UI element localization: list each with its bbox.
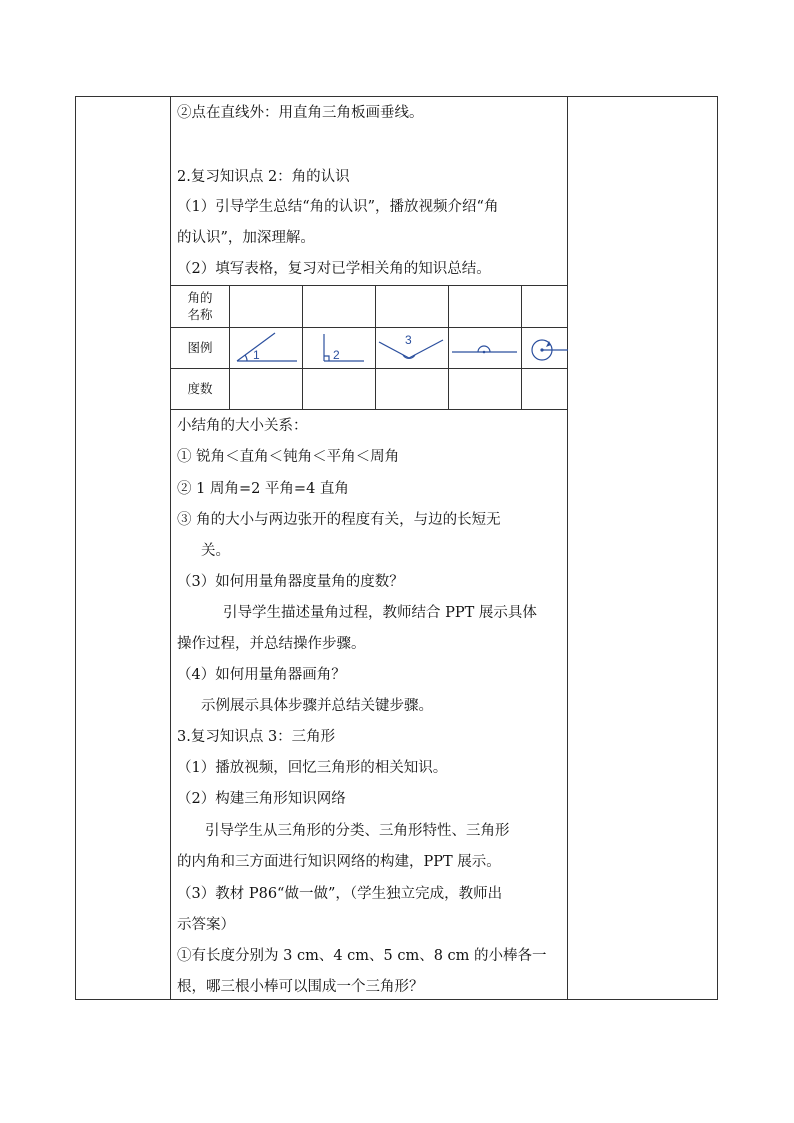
text-line: （3）如何用量角器度量角的度数？: [177, 574, 404, 590]
row-header-figure: 图例: [187, 340, 213, 355]
round-angle-figure: [522, 328, 568, 368]
row-header-line: 角的: [187, 290, 213, 305]
right-angle-figure: [304, 328, 374, 368]
text-line: 的认识”，加深理解。: [177, 230, 315, 246]
text-line: 根，哪三根小棒可以围成一个三角形？: [177, 979, 424, 995]
row-header-line: 名称: [187, 307, 213, 322]
text-line: 示答案）: [177, 917, 235, 933]
text-line: （4）如何用量角器画角？: [177, 667, 346, 683]
row-header-angle-name: [171, 289, 229, 323]
text-line: （2）填写表格，复习对已学相关角的知识总结。: [177, 261, 491, 277]
text-line: 的内角和三方面进行知识网络的构建，PPT 展示。: [177, 854, 501, 870]
row-header-degree: 度数: [187, 381, 213, 396]
text-line: （1）播放视频，回忆三角形的相关知识。: [177, 760, 448, 776]
text-line: ② 1 周角=2 平角=4 直角: [177, 481, 349, 497]
text-line: ①有长度分别为 3 cm、4 cm、5 cm、8 cm 的小棒各一: [177, 948, 547, 964]
straight-angle-figure: [449, 328, 521, 368]
text-line: ②点在直线外：用直角三角板画垂线。: [177, 105, 424, 121]
lesson-content-cell: [171, 97, 568, 999]
angle-summary-table: [171, 285, 568, 409]
text-line: 引导学生描述量角过程，教师结合 PPT 展示具体: [223, 605, 537, 621]
obtuse-angle-label: 3: [405, 333, 412, 347]
text-line: （1）引导学生总结“角的认识”，播放视频介绍“角: [177, 199, 499, 215]
text-line: 示例展示具体步骤并总结关键步骤。: [201, 698, 433, 714]
text-line: （3）教材 P86“做一做”，（学生独立完成，教师出: [177, 886, 503, 902]
text-line: ① 锐角＜直角＜钝角＜平角＜周角: [177, 449, 400, 465]
text-line: （2）构建三角形知识网络: [177, 791, 346, 807]
obtuse-angle-figure: [376, 328, 448, 368]
acute-angle-figure: [231, 328, 301, 368]
text-line: 关。: [201, 543, 230, 559]
text-line: 小结角的大小关系：: [177, 418, 308, 434]
section-heading: 3.复习知识点 3：三角形: [177, 729, 336, 745]
acute-angle-label: 1: [253, 348, 260, 362]
right-angle-label: 2: [333, 348, 340, 362]
lesson-table: [75, 96, 718, 1000]
text-line: 操作过程，并总结操作步骤。: [177, 636, 366, 652]
text-line: ③ 角的大小与两边张开的程度有关，与边的长短无: [177, 512, 501, 528]
section-heading: 2.复习知识点 2：角的认识: [177, 169, 350, 185]
text-line: 引导学生从三角形的分类、三角形特性、三角形: [205, 823, 510, 839]
